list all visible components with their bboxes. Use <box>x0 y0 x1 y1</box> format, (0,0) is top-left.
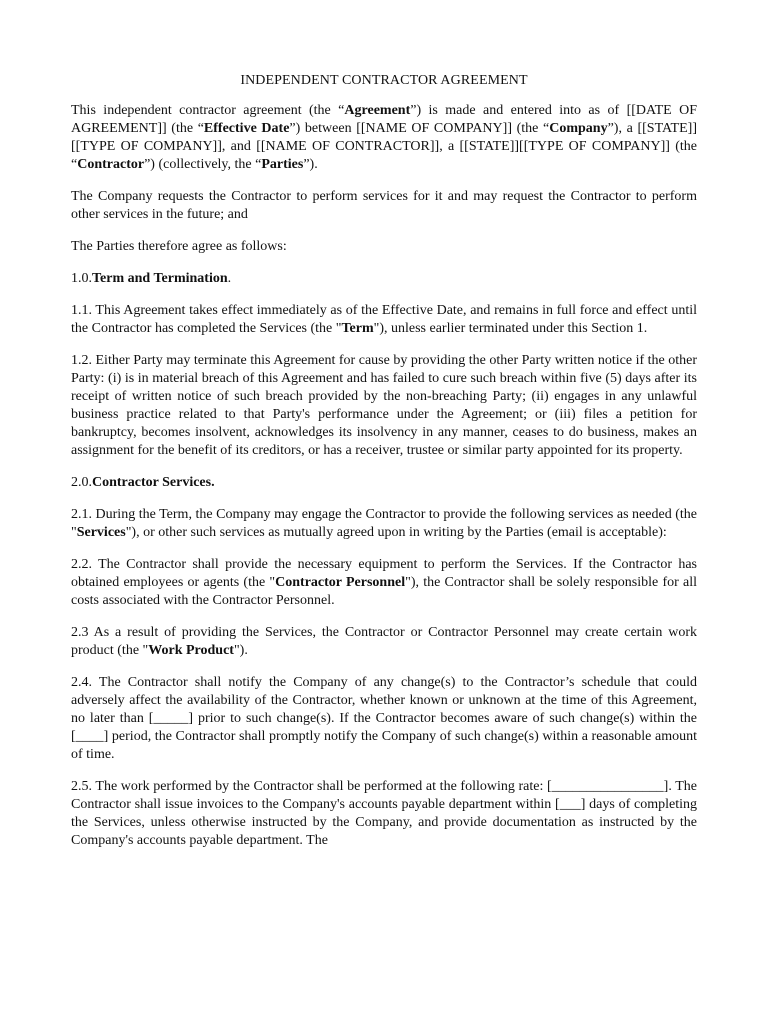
term-effective-date: Effective Date <box>203 121 290 136</box>
document-title: INDEPENDENT CONTRACTOR AGREEMENT <box>240 73 528 88</box>
clause-2-5: 2.5. The work performed by the Contractor shall be performed at the following rate: [________________]. The Contractor shall issue invoices to the Company's accounts payable department within [___] days of completing the Services, unless otherwise instructed by the Company, and provide documentation as instructed by the Company's accounts payable department. The <box>71 779 697 848</box>
clause-2-2 <box>71 556 697 610</box>
clause-1-1-text-1: 1.1. This Agreement takes effect immediately as of the Effective Date, and remains in full force and effect until the Contractor has completed the Services (the " <box>71 303 697 336</box>
section-1-title: Term and Termination <box>92 271 228 286</box>
term-contractor-personnel: Contractor Personnel <box>275 575 406 590</box>
term-work-product: Work Product <box>148 643 234 658</box>
intro-text-2: ”) is made and entered into as of [[DATE OF AGREEMENT]] (the “ <box>71 103 697 136</box>
recital-paragraph: The Company requests the Contractor to perform services for it and may request the Contractor to perform other services in the future; and <box>71 189 697 222</box>
section-2-title: Contractor Services. <box>92 475 215 490</box>
clause-2-1-text-1: 2.1. During the Term, the Company may engage the Contractor to provide the following services as needed (the " <box>71 507 697 540</box>
clause-1-1-text-2: "), unless earlier terminated under this Section 1. <box>373 321 648 336</box>
clause-2-1 <box>71 506 697 542</box>
term-agreement: Agreement <box>344 103 411 118</box>
document-body <box>71 72 697 850</box>
section-2-number: 2.0. <box>71 475 92 490</box>
clause-2-2-text-2: "), the Contractor shall be solely responsible for all costs associated with the Contractor Personnel. <box>71 575 698 608</box>
section-1-heading <box>71 270 697 288</box>
clause-1-1 <box>71 302 697 338</box>
clause-2-1-text-2: "), or other such services as mutually agreed upon in writing by the Parties (email is acceptable): <box>125 525 667 540</box>
clause-2-3-text-2: "). <box>233 643 248 658</box>
term-parties: Parties <box>261 157 304 172</box>
term-services: Services <box>76 525 126 540</box>
term-contractor: Contractor <box>77 157 145 172</box>
clause-2-3 <box>71 624 697 660</box>
section-1-number: 1.0. <box>71 271 92 286</box>
clause-2-3-text-1: 2.3 As a result of providing the Services, the Contractor or Contractor Personnel may create certain work product (the " <box>71 625 697 658</box>
intro-text-3: ”) between [[NAME OF COMPANY]] (the “ <box>289 121 550 136</box>
intro-text-6: ”). <box>303 157 318 172</box>
intro-text-5: ”) (collectively, the “ <box>144 157 262 172</box>
intro-text-1: This independent contractor agreement (the “ <box>71 103 345 118</box>
term-term: Term <box>341 321 374 336</box>
section-2-heading <box>71 474 697 492</box>
clause-1-2: 1.2. Either Party may terminate this Agreement for cause by providing the other Party written notice if the other Party: (i) is in material breach of this Agreement and has failed to cure such breach within five (5) days after its receipt of written notice of such breach provided by the non-breaching Party; (ii) engages in any unlawful business practice related to that Party's performance under the Agreement; or (iii) files a petition for bankruptcy, becomes insolvent, acknowledges its insolvency in any manner, ceases to do business, makes an assignment for the benefit of its creditors, or has a receiver, trustee or similar party appointed for its property. <box>71 353 697 458</box>
section-1-period: . <box>227 271 232 286</box>
clause-2-2-text-1: 2.2. The Contractor shall provide the necessary equipment to perform the Services. If the Contractor has obtained employees or agents (the " <box>71 557 697 590</box>
term-company: Company <box>549 121 608 136</box>
agreement-statement: The Parties therefore agree as follows: <box>71 239 287 254</box>
intro-text-4: ”), a [[STATE]][[TYPE OF COMPANY]], and [[NAME OF CONTRACTOR]], a [[STATE]][[TYPE OF COMPANY]] (the “ <box>71 121 697 172</box>
clause-2-4: 2.4. The Contractor shall notify the Company of any change(s) to the Contractor’s schedule that could adversely affect the availability of the Contractor, whether known or unknown at the time of this Agreement, no later than [_____] prior to such change(s). If the Contractor becomes aware of such change(s) within the [____] period, the Contractor shall promptly notify the Company of such change(s) within a reasonable amount of time. <box>71 675 697 762</box>
intro-paragraph <box>71 102 697 174</box>
